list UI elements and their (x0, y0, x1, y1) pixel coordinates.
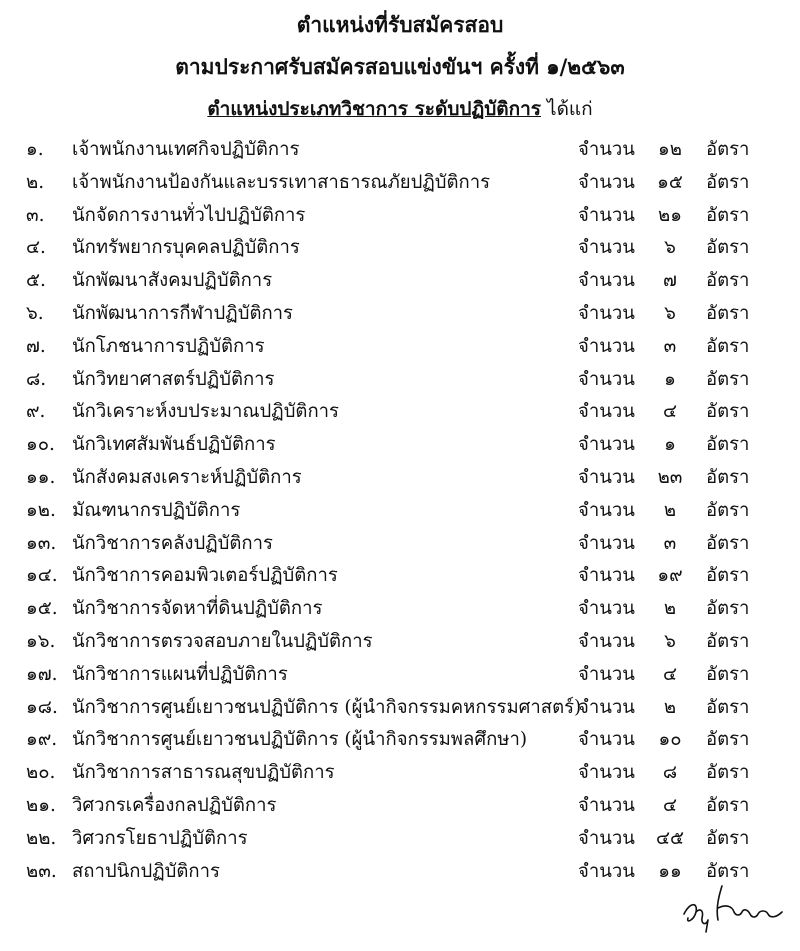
list-item (0, 591, 800, 624)
list-item (0, 558, 800, 591)
count-unit: อัตรา (706, 466, 750, 488)
document-subtitle: ตามประกาศรับสมัครสอบแข่งขันฯ ครั้งที่ ๑/๒๕๖๓ (175, 54, 625, 79)
item-number: ๑๐. (26, 434, 55, 456)
section-heading-underlined: ตำแหน่งประเภทวิชาการ ระดับปฏิบัติการ (207, 98, 541, 120)
item-number: ๑๙. (26, 729, 58, 751)
list-item (0, 493, 800, 526)
count-label: จำนวน (578, 630, 635, 652)
position-count: ๓ (663, 335, 677, 357)
item-number: ๘. (26, 368, 47, 390)
count-unit: อัตรา (706, 630, 750, 652)
position-count: ๖ (664, 630, 676, 652)
list-item (0, 624, 800, 657)
count-label: จำนวน (578, 302, 635, 324)
count-label: จำนวน (578, 663, 635, 685)
position-name: นักวิชาการตรวจสอบภายในปฏิบัติการ (72, 630, 373, 652)
position-list (0, 132, 800, 886)
position-count: ๔ (662, 663, 677, 685)
count-unit: อัตรา (706, 335, 750, 357)
document-title: ตำแหน่งที่รับสมัครสอบ (296, 12, 504, 37)
list-item (0, 821, 800, 854)
item-number: ๑๓. (26, 532, 57, 554)
list-item (0, 362, 800, 395)
item-number: ๓. (26, 204, 45, 226)
count-label: จำนวน (578, 139, 635, 160)
item-number: ๖. (26, 302, 44, 324)
item-number: ๒๓. (26, 860, 57, 882)
position-count: ๒๓ (657, 466, 683, 488)
count-label: จำนวน (578, 434, 635, 456)
position-name: เจ้าพนักงานป้องกันและบรรเทาสาธารณภัยปฏิบัติการ (72, 171, 491, 193)
count-unit: อัตรา (706, 204, 750, 226)
count-unit: อัตรา (706, 270, 750, 292)
count-label: จำนวน (578, 204, 635, 226)
item-number: ๑๒. (26, 499, 56, 521)
list-item (0, 132, 800, 165)
position-count: ๑๐ (658, 729, 682, 751)
item-number: ๕. (26, 270, 46, 292)
count-label: จำนวน (578, 729, 635, 751)
count-unit: อัตรา (706, 565, 750, 587)
count-unit: อัตรา (706, 532, 750, 554)
position-name: นักโภชนาการปฏิบัติการ (72, 335, 265, 357)
position-count: ๘ (662, 762, 678, 784)
list-item (0, 329, 800, 362)
position-count: ๑๑ (658, 860, 682, 882)
list-item (0, 296, 800, 329)
position-name: นักวิชาการสาธารณสุขปฏิบัติการ (72, 762, 335, 784)
item-number: ๑๔. (26, 565, 58, 587)
item-number: ๑. (26, 139, 44, 160)
count-label: จำนวน (578, 532, 635, 554)
position-name: นักทรัพยากรบุคคลปฏิบัติการ (72, 237, 300, 259)
item-number: ๔. (26, 237, 46, 259)
count-label: จำนวน (578, 794, 635, 816)
count-label: จำนวน (578, 860, 635, 882)
count-label: จำนวน (578, 499, 635, 521)
count-label: จำนวน (578, 171, 635, 193)
item-number: ๙. (26, 401, 46, 423)
position-count: ๒ (663, 598, 677, 620)
list-item (0, 722, 800, 755)
section-heading (0, 98, 800, 121)
position-count: ๔ (662, 401, 677, 423)
item-number: ๗. (26, 335, 46, 357)
count-label: จำนวน (578, 565, 635, 587)
position-count: ๖ (664, 302, 676, 324)
position-count: ๒๑ (658, 204, 682, 226)
count-label: จำนวน (578, 762, 635, 784)
item-number: ๑๘. (26, 696, 58, 718)
position-count: ๒ (663, 499, 677, 521)
count-unit: อัตรา (706, 499, 750, 521)
count-unit: อัตรา (706, 598, 750, 620)
item-number: ๒๒. (26, 827, 57, 849)
position-count: ๔ (662, 794, 677, 816)
position-name: นักพัฒนาสังคมปฏิบัติการ (72, 270, 273, 292)
count-unit: อัตรา (706, 401, 750, 423)
position-count: ๒ (663, 696, 677, 718)
position-count: ๑๕ (657, 171, 683, 193)
list-item (0, 230, 800, 263)
count-unit: อัตรา (706, 237, 750, 259)
position-count: ๔๕ (655, 827, 684, 849)
count-label: จำนวน (578, 368, 635, 390)
position-count: ๑๙ (657, 565, 683, 587)
position-name: นักสังคมสงเคราะห์ปฏิบัติการ (72, 466, 302, 488)
item-number: ๑๑. (26, 466, 56, 488)
list-item (0, 657, 800, 690)
count-unit: อัตรา (706, 729, 750, 751)
count-unit: อัตรา (706, 302, 750, 324)
list-item (0, 427, 800, 460)
item-number: ๒. (26, 171, 45, 193)
position-name: วิศวกรโยธาปฏิบัติการ (72, 827, 248, 849)
count-unit: อัตรา (706, 794, 750, 816)
position-name: นักวิชาการคลังปฏิบัติการ (72, 532, 273, 554)
count-label: จำนวน (578, 237, 635, 259)
count-label: จำนวน (578, 827, 635, 849)
list-item (0, 263, 800, 296)
position-count: ๓ (663, 532, 677, 554)
position-name: เจ้าพนักงานเทศกิจปฏิบัติการ (72, 139, 300, 160)
position-name: นักวิชาการคอมพิวเตอร์ปฏิบัติการ (72, 565, 338, 587)
section-heading-tail: ได้แก่ (541, 98, 593, 120)
count-label: จำนวน (578, 270, 635, 292)
position-name: มัณฑนากรปฏิบัติการ (72, 499, 241, 521)
count-unit: อัตรา (706, 368, 750, 390)
position-name: นักวิทยาศาสตร์ปฏิบัติการ (72, 368, 275, 390)
list-item (0, 755, 800, 788)
item-number: ๒๐. (26, 762, 56, 784)
count-unit: อัตรา (706, 860, 750, 882)
position-name: นักวิชาการศูนย์เยาวชนปฏิบัติการ (ผู้นำกิจกรรมพลศึกษา) (72, 729, 528, 751)
item-number: ๑๗. (26, 663, 58, 685)
item-number: ๒๑. (26, 794, 56, 816)
item-number: ๑๖. (26, 630, 56, 652)
position-name: นักพัฒนาการกีฬาปฏิบัติการ (72, 302, 293, 324)
position-count: ๗ (663, 270, 677, 292)
count-unit: อัตรา (706, 663, 750, 685)
handwritten-signature (678, 880, 798, 940)
list-item (0, 690, 800, 723)
count-label: จำนวน (578, 598, 635, 620)
count-label: จำนวน (578, 696, 635, 718)
count-unit: อัตรา (706, 827, 750, 849)
count-unit: อัตรา (706, 434, 750, 456)
count-unit: อัตรา (706, 139, 750, 160)
position-name: สถาปนิกปฏิบัติการ (72, 860, 220, 882)
position-count: ๑ (664, 368, 676, 390)
count-label: จำนวน (578, 335, 635, 357)
count-label: จำนวน (578, 401, 635, 423)
position-name: นักวิเทศสัมพันธ์ปฏิบัติการ (72, 434, 276, 456)
position-name: นักวิชาการจัดหาที่ดินปฏิบัติการ (72, 598, 323, 620)
position-count: ๖ (664, 237, 676, 259)
position-name: วิศวกรเครื่องกลปฏิบัติการ (72, 794, 277, 816)
position-count: ๑ (664, 434, 676, 456)
position-name: นักวิเคราะห์งบประมาณปฏิบัติการ (72, 401, 339, 423)
position-count: ๑๒ (658, 139, 682, 160)
count-unit: อัตรา (706, 171, 750, 193)
item-number: ๑๕. (26, 598, 58, 620)
list-item (0, 198, 800, 231)
list-item (0, 526, 800, 559)
list-item (0, 788, 800, 821)
list-item (0, 394, 800, 427)
count-unit: อัตรา (706, 696, 750, 718)
count-label: จำนวน (578, 466, 635, 488)
list-item (0, 460, 800, 493)
count-unit: อัตรา (706, 762, 750, 784)
list-item (0, 165, 800, 198)
position-name: นักจัดการงานทั่วไปปฏิบัติการ (72, 204, 306, 226)
position-name: นักวิชาการแผนที่ปฏิบัติการ (72, 663, 288, 685)
position-name: นักวิชาการศูนย์เยาวชนปฏิบัติการ (ผู้นำกิจกรรมคหกรรมศาสตร์) (72, 696, 582, 718)
